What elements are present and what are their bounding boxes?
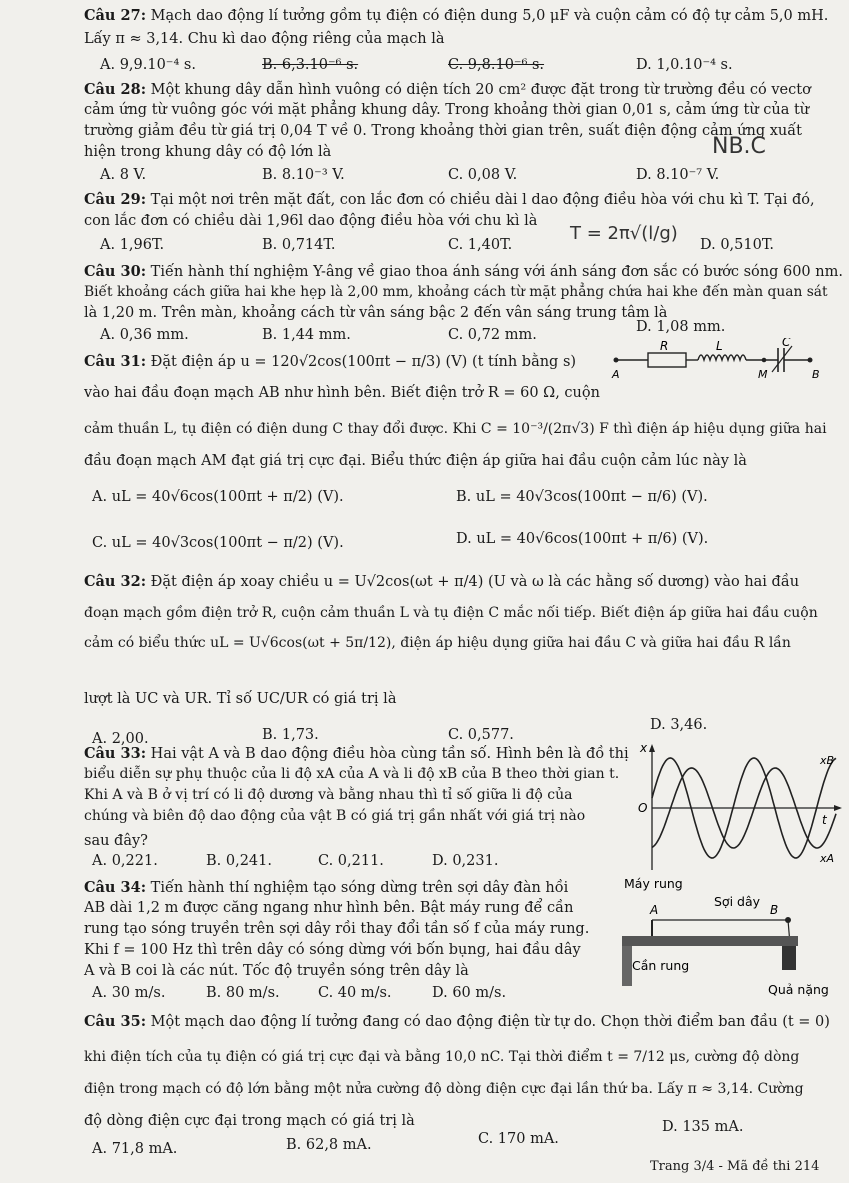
q29-option-d[interactable]: D. 0,510T. xyxy=(700,237,774,253)
q34-standing-wave-figure xyxy=(618,874,842,1000)
q28-text1: Một khung dây dẫn hình vuông có diện tích 20 cm² được đặt trong từ trường đều có vectơ xyxy=(150,82,811,98)
q33-line1 xyxy=(84,744,629,764)
figure-label-can-rung: Cần rung xyxy=(632,958,690,973)
q34-option-c[interactable]: C. 40 m/s. xyxy=(318,985,392,1001)
q28-line1 xyxy=(84,80,811,100)
q27-text1: Mạch dao động lí tưởng gồm tụ điện có điện dung 5,0 μF và cuộn cảm có độ tự cảm 5,0 mH. xyxy=(150,8,829,24)
q28-text4: hiện trong khung dây có độ lớn là xyxy=(84,144,332,160)
q31-line1 xyxy=(84,352,576,372)
q34-text5: A và B coi là các nút. Tốc độ truyền sóng trên dây là xyxy=(84,963,469,979)
q28-option-b[interactable]: B. 8.10⁻³ V. xyxy=(262,167,345,183)
figure-label-soi-day: Sợi dây xyxy=(714,894,761,909)
q31-text4: đầu đoạn mạch AM đạt giá trị cực đại. Biểu thức điện áp giữa hai đầu cuộn cảm lúc này là xyxy=(84,453,747,469)
q27-option-b[interactable]: B. 6,3.10⁻⁶ s. xyxy=(262,57,359,73)
q35-text3: điện trong mạch có độ lớn bằng một nửa cường độ dòng điện cực đại lần thứ ba. Lấy π ≈ 3,14. Cường xyxy=(84,1081,804,1097)
q29-text1: Tại một nơi trên mặt đất, con lắc đơn có chiều dài l dao động điều hòa với chu kì T. Tại đó, xyxy=(150,192,815,208)
q32-text3: cảm có biểu thức uL = U√6cos(ωt + 5π/12), điện áp hiệu dụng giữa hai đầu C và giữa hai đầu R lần xyxy=(84,635,791,651)
q28-handwriting: NB.C xyxy=(712,134,766,159)
circuit-label-m: M xyxy=(758,368,768,381)
q31-option-b[interactable]: B. uL = 40√3cos(100πt − π/6) (V). xyxy=(456,489,708,505)
q32-option-a[interactable]: A. 2,00. xyxy=(92,731,149,747)
q32-option-b[interactable]: B. 1,73. xyxy=(262,727,319,743)
q35-text1: Một mạch dao động lí tưởng đang có dao động điện từ tự do. Chọn thời điểm ban đầu (t = 0) xyxy=(150,1014,830,1030)
q27-line1 xyxy=(84,6,828,26)
q35-line1 xyxy=(84,1012,830,1032)
q32-label: Câu 32: xyxy=(84,573,147,590)
q31-text3: cảm thuần L, tụ điện có điện dung C thay đổi được. Khi C = 10⁻³/(2π√3) F thì điện áp hiệu dụng giữa hai xyxy=(84,421,827,437)
q30-option-d[interactable]: D. 1,08 mm. xyxy=(636,319,726,335)
figure-label-b: B xyxy=(770,903,779,917)
q34-text4: Khi f = 100 Hz thì trên dây có sóng dừng với bốn bụng, hai đầu dây xyxy=(84,942,581,958)
q35-text4: độ dòng điện cực đại trong mạch có giá trị là xyxy=(84,1113,415,1129)
q34-option-a[interactable]: A. 30 m/s. xyxy=(92,985,166,1001)
q29-option-c[interactable]: C. 1,40T. xyxy=(448,237,513,253)
q29-text2: con lắc đơn có chiều dài 1,96l dao động điều hòa với chu kì là xyxy=(84,213,538,229)
graph-axis-x: x xyxy=(640,742,648,755)
q29-handwriting: T = 2π√(l/g) xyxy=(570,223,678,244)
q33-text2: biểu diễn sự phụ thuộc của li độ xA của A và li độ xB của B theo thời gian t. xyxy=(84,766,620,782)
circuit-label-c: C xyxy=(782,338,791,349)
figure-label-qua-nang: Quả nặng xyxy=(768,982,829,997)
q27-option-c[interactable]: C. 9,8.10⁻⁶ s. xyxy=(448,57,545,73)
page-footer: Trang 3/4 - Mã đề thi 214 xyxy=(650,1159,820,1174)
q29-option-b[interactable]: B. 0,714T. xyxy=(262,237,336,253)
q35-option-a[interactable]: A. 71,8 mA. xyxy=(92,1141,178,1157)
q35-option-d[interactable]: D. 135 mA. xyxy=(662,1119,744,1135)
q28-option-a[interactable]: A. 8 V. xyxy=(100,167,147,183)
q34-text3: rung tạo sóng truyền trên sợi dây rồi thay đổi tần số f của máy rung. xyxy=(84,921,590,937)
q32-text1: Đặt điện áp xoay chiều u = U√2cos(ωt + π/4) (U và ω là các hằng số dương) vào hai đầu xyxy=(150,574,800,590)
q33-text4: chúng và biên độ dao động của vật B có giá trị gần nhất với giá trị nào xyxy=(84,808,586,824)
q28-text3: trường giảm đều từ giá trị 0,04 T về 0. Trong khoảng thời gian trên, suất điện động cảm ứng xuất xyxy=(84,123,802,139)
q34-option-d[interactable]: D. 60 m/s. xyxy=(432,985,507,1001)
figure-label-a: A xyxy=(650,903,659,917)
q27-option-a[interactable]: A. 9,9.10⁻⁴ s. xyxy=(100,57,196,73)
graph-label-xb: xB xyxy=(820,754,835,767)
q28-text2: cảm ứng từ vuông góc với mặt phẳng khung dây. Trong khoảng thời gian 0,01 s, cảm ứng từ của từ xyxy=(84,102,810,118)
circuit-label-a: A xyxy=(612,368,620,381)
resistor-icon xyxy=(648,353,686,367)
q34-label: Câu 34: xyxy=(84,879,147,896)
q30-text1: Tiến hành thí nghiệm Y-âng về giao thoa ánh sáng với ánh sáng đơn sắc có bước sóng 600 nm. xyxy=(150,264,843,280)
q33-option-a[interactable]: A. 0,221. xyxy=(92,853,158,869)
q30-option-c[interactable]: C. 0,72 mm. xyxy=(448,327,537,343)
q35-label: Câu 35: xyxy=(84,1013,147,1030)
graph-label-xa: xA xyxy=(820,852,835,865)
q34-text1: Tiến hành thí nghiệm tạo sóng dừng trên sợi dây đàn hồi xyxy=(150,880,569,896)
q31-circuit-diagram xyxy=(606,338,822,384)
q30-line1 xyxy=(84,262,843,282)
q29-label: Câu 29: xyxy=(84,191,147,208)
q32-option-c[interactable]: C. 0,577. xyxy=(448,727,514,743)
q34-option-b[interactable]: B. 80 m/s. xyxy=(206,985,280,1001)
q33-text5: sau đây? xyxy=(84,833,148,849)
q28-option-c[interactable]: C. 0,08 V. xyxy=(448,167,518,183)
inductor-icon xyxy=(698,355,746,360)
q27-option-d[interactable]: D. 1,0.10⁻⁴ s. xyxy=(636,57,733,73)
q33-text3: Khi A và B ở vị trí có li độ dương và bằng nhau thì tỉ số giữa li độ của xyxy=(84,787,573,803)
q31-label: Câu 31: xyxy=(84,353,147,370)
q31-option-a[interactable]: A. uL = 40√6cos(100πt + π/2) (V). xyxy=(92,489,344,505)
circuit-label-r: R xyxy=(660,339,669,353)
q35-option-b[interactable]: B. 62,8 mA. xyxy=(286,1137,372,1153)
q31-text2: vào hai đầu đoạn mạch AB như hình bên. Biết điện trở R = 60 Ω, cuộn xyxy=(84,385,600,401)
q28-label: Câu 28: xyxy=(84,81,147,98)
q27-text2: Lấy π ≈ 3,14. Chu kì dao động riêng của mạch là xyxy=(84,31,445,47)
q31-option-d[interactable]: D. uL = 40√6cos(100πt + π/6) (V). xyxy=(456,531,709,547)
weight-icon xyxy=(782,946,796,970)
q30-text3: là 1,20 m. Trên màn, khoảng cách từ vân sáng bậc 2 đến vân sáng trung tâm là xyxy=(84,305,668,321)
q33-option-c[interactable]: C. 0,211. xyxy=(318,853,384,869)
q33-option-b[interactable]: B. 0,241. xyxy=(206,853,272,869)
q34-text2: AB dài 1,2 m được căng ngang như hình bên. Bật máy rung để cần xyxy=(84,900,574,916)
q32-text4: lượt là UC và UR. Tỉ số UC/UR có giá trị là xyxy=(84,691,397,707)
graph-axis-t: t xyxy=(822,813,827,827)
q31-option-c[interactable]: C. uL = 40√3cos(100πt − π/2) (V). xyxy=(92,535,344,551)
q35-option-c[interactable]: C. 170 mA. xyxy=(478,1131,559,1147)
q33-text1: Hai vật A và B dao động điều hòa cùng tần số. Hình bên là đồ thị xyxy=(150,746,629,762)
vibrator-arm xyxy=(622,936,798,946)
circuit-label-b: B xyxy=(812,368,820,381)
q27-label: Câu 27: xyxy=(84,7,147,24)
q30-option-a[interactable]: A. 0,36 mm. xyxy=(100,327,189,343)
q30-option-b[interactable]: B. 1,44 mm. xyxy=(262,327,351,343)
q33-label: Câu 33: xyxy=(84,745,147,762)
q33-option-d[interactable]: D. 0,231. xyxy=(432,853,499,869)
circuit-label-l: L xyxy=(716,339,723,353)
q34-line1 xyxy=(84,878,568,898)
q32-option-d[interactable]: D. 3,46. xyxy=(650,717,708,733)
q29-option-a[interactable]: A. 1,96T. xyxy=(100,237,165,253)
q30-text2: Biết khoảng cách giữa hai khe hẹp là 2,00 mm, khoảng cách từ mặt phẳng chứa hai khe đến màn quan sát xyxy=(84,284,828,300)
q33-oscillation-graph xyxy=(636,742,842,872)
q32-text2: đoạn mạch gồm điện trở R, cuộn cảm thuần L và tụ điện C mắc nối tiếp. Biết điện áp giữa hai đầu cuộn xyxy=(84,605,818,621)
q35-text2: khi điện tích của tụ điện có giá trị cực đại và bằng 10,0 nC. Tại thời điểm t = 7/12 μs, cường độ dòng xyxy=(84,1049,800,1065)
q31-text1: Đặt điện áp u = 120√2cos(100πt − π/3) (V) (t tính bằng s) xyxy=(150,354,577,370)
q32-line1 xyxy=(84,572,799,592)
q30-label: Câu 30: xyxy=(84,263,147,280)
figure-label-may-rung: Máy rung xyxy=(624,876,683,891)
q28-option-d[interactable]: D. 8.10⁻⁷ V. xyxy=(636,167,720,183)
q29-line1 xyxy=(84,190,815,210)
graph-origin: O xyxy=(638,801,648,815)
